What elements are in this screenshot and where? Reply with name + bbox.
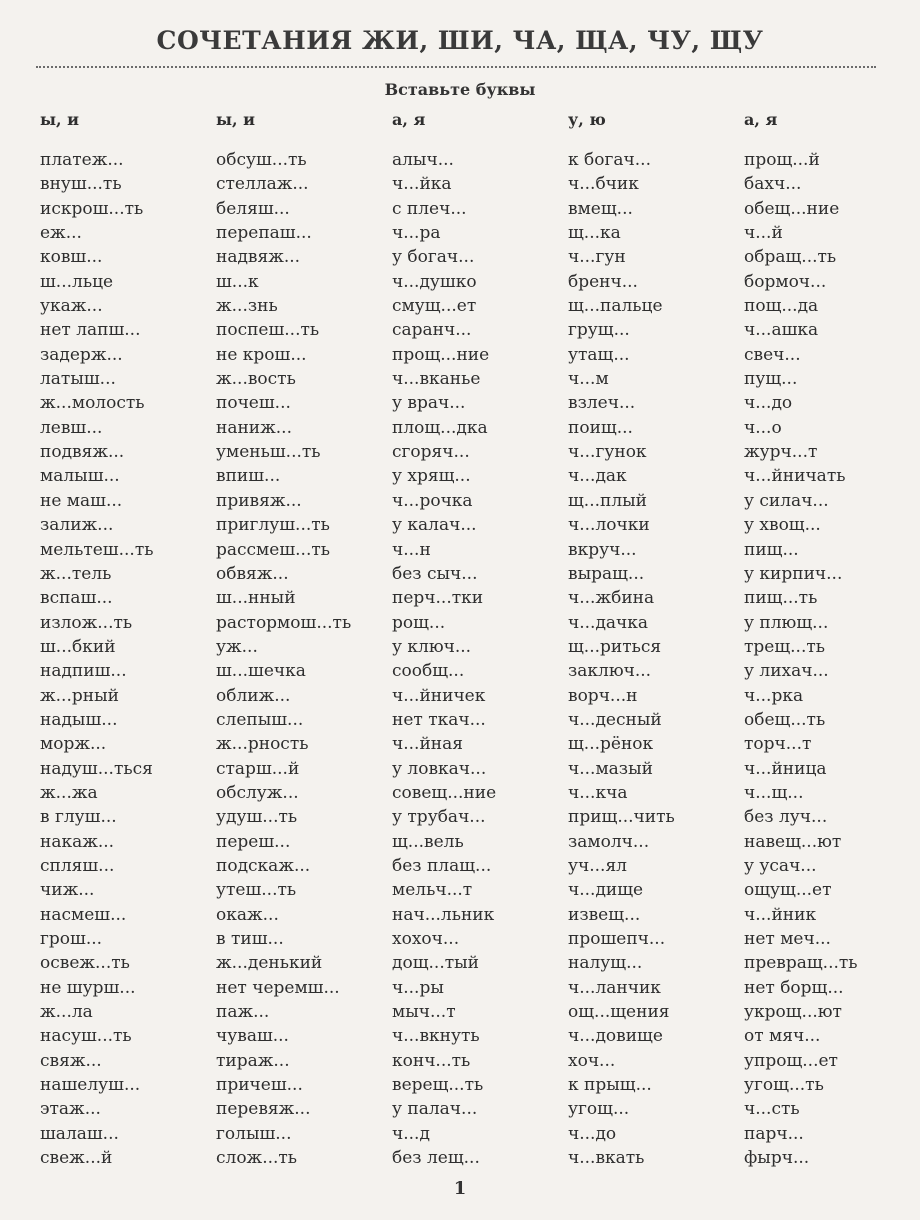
word-item: мельтеш...ть <box>40 539 154 560</box>
word-item: ш...льце <box>40 271 114 292</box>
word-item: стеллаж... <box>216 174 309 195</box>
word-item: прощ...й <box>744 150 820 170</box>
word-item: конч...ть <box>392 1050 471 1071</box>
word-item: перч...тки <box>392 588 484 609</box>
word-item: этаж... <box>40 1099 101 1120</box>
word-item: у ключ... <box>392 636 472 657</box>
word-column-1 <box>40 110 215 1170</box>
word-item: журч...т <box>744 442 818 463</box>
word-item: ч...ра <box>392 223 441 244</box>
word-item: слож...ть <box>216 1148 298 1169</box>
word-item: чуваш... <box>216 1026 289 1047</box>
word-item: наниж... <box>216 417 292 438</box>
word-item: почеш... <box>216 393 291 414</box>
word-item: к прыщ... <box>568 1075 652 1096</box>
word-item: навещ...ют <box>744 831 842 852</box>
word-item: задерж... <box>40 344 123 365</box>
word-item: у палач... <box>392 1099 478 1120</box>
word-item: площ...дка <box>392 417 488 438</box>
word-item: искрош...ть <box>40 198 144 219</box>
word-item: свеж...й <box>40 1148 113 1169</box>
word-item: пищ...ть <box>744 588 818 609</box>
page-number: 1 <box>453 1178 467 1199</box>
word-item: ч...лочки <box>568 515 650 536</box>
word-item: прищ...чить <box>568 807 675 828</box>
word-item: надвяж... <box>216 247 301 268</box>
word-item: шалаш... <box>40 1123 119 1144</box>
word-item: ворч...н <box>568 685 638 706</box>
word-item: бахч... <box>744 174 802 195</box>
word-item: обслуж... <box>216 782 299 803</box>
word-item: чиж... <box>40 880 95 901</box>
word-item: ч...йница <box>744 758 827 779</box>
word-item: нач...льник <box>392 904 495 925</box>
word-item: обращ...ть <box>744 247 837 268</box>
word-item: у трубач... <box>392 807 486 828</box>
word-item: окаж... <box>216 904 279 925</box>
word-item: пущ... <box>744 369 798 390</box>
word-item: ковш... <box>40 247 103 268</box>
word-item: бренч... <box>568 271 638 292</box>
word-item: нет черемш... <box>216 977 340 998</box>
word-item: щ...плый <box>568 490 648 511</box>
word-item: ч...н <box>392 539 431 560</box>
word-item: трещ...ть <box>744 636 826 657</box>
word-item: ж...вость <box>216 369 296 390</box>
word-item: взлеч... <box>568 393 636 414</box>
word-item: старш...й <box>216 758 300 779</box>
word-item: с плеч... <box>392 198 467 219</box>
word-item: у хвощ... <box>744 515 821 536</box>
word-item: ч...рка <box>744 685 804 706</box>
word-item: ч...ры <box>392 977 444 998</box>
word-item: уч...ял <box>568 855 627 876</box>
word-item: оближ... <box>216 685 291 706</box>
word-item: у ловкач... <box>392 758 487 779</box>
word-item: саранч... <box>392 320 472 341</box>
word-item: ч...йка <box>392 174 452 195</box>
word-item: накаж... <box>40 831 115 852</box>
word-item: мельч...т <box>392 880 473 901</box>
word-item: левш... <box>40 417 103 438</box>
column-header: у, ю <box>568 110 606 129</box>
word-item: щ...рёнок <box>568 734 654 755</box>
column-header: ы, и <box>216 110 256 129</box>
word-item: сообщ... <box>392 661 465 682</box>
word-item: ш...шечка <box>216 661 306 682</box>
word-item: ч...щ... <box>744 782 804 803</box>
word-item: в тиш... <box>216 929 284 949</box>
word-item: в глуш... <box>40 807 117 828</box>
word-item: фырч... <box>744 1148 810 1169</box>
word-item: щ...вель <box>392 831 464 852</box>
word-list <box>392 148 567 1170</box>
word-item: без плащ... <box>392 855 492 876</box>
word-item: ч...гун <box>568 247 626 268</box>
word-item: голыш... <box>216 1123 292 1144</box>
word-item: пищ... <box>744 539 799 560</box>
dotted-divider <box>36 66 876 68</box>
word-item: ж...молость <box>40 393 145 414</box>
word-item: ч...дачка <box>568 612 649 633</box>
word-item: ч...м <box>568 369 609 390</box>
word-list <box>216 148 391 1170</box>
word-item: рощ... <box>392 612 446 633</box>
word-item: излож...ть <box>40 612 133 633</box>
word-item: хохоч... <box>392 929 460 949</box>
word-item: сгоряч... <box>392 442 470 463</box>
word-item: ч...д <box>392 1123 430 1144</box>
word-item: приглуш...ть <box>216 515 330 536</box>
word-item: ш...к <box>216 271 259 292</box>
word-item: у хрящ... <box>392 466 471 487</box>
word-item: ж...рность <box>216 734 309 755</box>
word-item: ч...сть <box>744 1099 800 1120</box>
word-item: растормош...ть <box>216 612 352 633</box>
word-item: поищ... <box>568 417 633 438</box>
word-item: укаж... <box>40 296 103 317</box>
word-item: бормоч... <box>744 271 827 292</box>
word-item: ч...о <box>744 417 782 438</box>
word-item: удуш...ть <box>216 807 298 828</box>
word-item: ч...йничать <box>744 466 846 487</box>
word-item: обсуш...ть <box>216 150 307 170</box>
word-item: у кирпич... <box>744 563 843 584</box>
word-item: ч...рочка <box>392 490 473 511</box>
word-item: торч...т <box>744 734 812 755</box>
word-item: пощ...да <box>744 296 819 317</box>
word-item: смущ...ет <box>392 296 477 317</box>
word-item: обвяж... <box>216 563 289 584</box>
word-item: у плющ... <box>744 612 829 633</box>
word-item: ощущ...ет <box>744 880 832 901</box>
word-item: ж...жа <box>40 782 98 803</box>
word-item: тираж... <box>216 1050 290 1071</box>
word-item: залиж... <box>40 515 114 536</box>
word-item: ш...бкий <box>40 636 116 657</box>
word-item: беляш... <box>216 198 290 219</box>
word-item: насмеш... <box>40 904 127 925</box>
word-item: подвяж... <box>40 442 125 463</box>
word-column-2 <box>216 110 391 1170</box>
word-item: ч...кча <box>568 782 628 803</box>
word-list <box>568 148 743 1170</box>
page-title: СОЧЕТАНИЯ ЖИ, ШИ, ЧА, ЩА, ЧУ, ЩУ <box>156 26 764 55</box>
word-item: ч...йная <box>392 734 463 755</box>
word-item: грущ... <box>568 320 630 341</box>
word-item: насуш...ть <box>40 1026 132 1047</box>
word-item: спляш... <box>40 855 115 876</box>
word-item: вспаш... <box>40 588 113 609</box>
word-item: внуш...ть <box>40 174 122 195</box>
column-header: ы, и <box>40 110 80 129</box>
word-item: укрощ...ют <box>744 1002 842 1023</box>
word-item: уменьш...ть <box>216 442 321 463</box>
word-item: прощ...ние <box>392 344 490 365</box>
word-item: перепаш... <box>216 223 312 244</box>
word-column-4 <box>568 110 743 1170</box>
word-item: совещ...ние <box>392 782 497 803</box>
word-item: хоч... <box>568 1050 616 1071</box>
word-item: прошепч... <box>568 929 666 949</box>
word-item: платеж... <box>40 150 124 170</box>
word-item: подскаж... <box>216 855 311 876</box>
word-item: ч...дак <box>568 466 627 487</box>
word-item: верещ...ть <box>392 1075 484 1096</box>
word-item: слепыш... <box>216 709 304 730</box>
word-item: рассмеш...ть <box>216 539 331 560</box>
word-item: свяж... <box>40 1050 102 1071</box>
word-item: ч...вкнуть <box>392 1026 480 1047</box>
word-item: без луч... <box>744 807 828 828</box>
word-item: вкруч... <box>568 539 637 560</box>
word-item: заключ... <box>568 661 652 682</box>
word-item: ч...вкать <box>568 1148 645 1169</box>
word-item: ч...мазый <box>568 758 653 779</box>
word-item: обещ...ние <box>744 198 840 219</box>
word-item: привяж... <box>216 490 302 511</box>
word-item: у усач... <box>744 855 817 876</box>
word-item: грош... <box>40 929 103 949</box>
word-item: без сыч... <box>392 563 478 584</box>
word-item: вмещ... <box>568 198 633 219</box>
word-item: нет лапш... <box>40 320 141 341</box>
word-column-5 <box>744 110 919 1170</box>
word-item: нет борщ... <box>744 977 844 998</box>
word-item: от мяч... <box>744 1026 821 1047</box>
word-item: у силач... <box>744 490 829 511</box>
word-item: ч...йник <box>744 904 817 925</box>
word-item: угощ...ть <box>744 1075 824 1096</box>
word-item: ч...вканье <box>392 369 481 390</box>
word-item: замолч... <box>568 831 650 852</box>
word-item: угощ... <box>568 1099 630 1120</box>
instruction-subtitle: Вставьте буквы <box>384 80 536 99</box>
word-item: ч...й <box>744 223 783 244</box>
word-item: ощ...щения <box>568 1002 670 1023</box>
word-item: паж... <box>216 1002 270 1023</box>
word-item: ж...денький <box>216 953 323 974</box>
word-item: у врач... <box>392 393 466 414</box>
word-item: налущ... <box>568 953 643 974</box>
word-item: ч...ланчик <box>568 977 661 998</box>
word-item: надыш... <box>40 709 118 730</box>
column-header: а, я <box>744 110 778 129</box>
word-item: ч...жбина <box>568 588 655 609</box>
word-item: у лихач... <box>744 661 829 682</box>
word-item: у калач... <box>392 515 477 536</box>
word-item: ж...рный <box>40 685 119 706</box>
word-column-3 <box>392 110 567 1170</box>
word-item: алыч... <box>392 150 454 170</box>
word-item: ж...тель <box>40 563 112 584</box>
word-item: причеш... <box>216 1075 303 1096</box>
word-list <box>40 148 215 1170</box>
word-item: ч...йничек <box>392 685 486 706</box>
word-list <box>744 148 919 1170</box>
word-item: щ...пальце <box>568 296 663 317</box>
word-item: ч...довище <box>568 1026 663 1047</box>
word-item: ч...бчик <box>568 174 639 195</box>
word-item: извещ... <box>568 904 641 925</box>
word-item: перевяж... <box>216 1099 311 1120</box>
word-item: без лещ... <box>392 1148 480 1169</box>
word-item: мыч...т <box>392 1002 456 1023</box>
word-item: поспеш...ть <box>216 320 320 341</box>
word-item: ж...ла <box>40 1002 93 1023</box>
word-item: превращ...ть <box>744 953 858 974</box>
word-item: еж... <box>40 223 82 244</box>
word-item: ч...душко <box>392 271 477 292</box>
word-item: утеш...ть <box>216 880 297 901</box>
word-item: упрощ...ет <box>744 1050 838 1071</box>
word-item: не крош... <box>216 344 307 365</box>
word-item: свеч... <box>744 344 801 365</box>
word-item: впиш... <box>216 466 281 487</box>
word-item: парч... <box>744 1123 804 1144</box>
word-item: обещ...ть <box>744 709 826 730</box>
word-item: щ...риться <box>568 636 662 657</box>
word-item: латыш... <box>40 369 116 390</box>
word-item: не шурш... <box>40 977 136 998</box>
word-item: ч...гунок <box>568 442 647 463</box>
word-item: морж... <box>40 734 107 755</box>
word-item: уж... <box>216 636 258 657</box>
word-item: ч...до <box>568 1123 617 1144</box>
word-item: утащ... <box>568 344 630 365</box>
word-item: надуш...ться <box>40 758 153 779</box>
word-item: нет меч... <box>744 929 831 949</box>
word-item: ч...десный <box>568 709 662 730</box>
column-header: а, я <box>392 110 426 129</box>
word-item: освеж...ть <box>40 953 130 974</box>
word-item: у богач... <box>392 247 475 268</box>
word-item: переш... <box>216 831 291 852</box>
word-item: не маш... <box>40 490 123 511</box>
word-item: нет ткач... <box>392 709 486 730</box>
word-item: ш...нный <box>216 588 296 609</box>
word-item: надпиш... <box>40 661 127 682</box>
word-item: к богач... <box>568 150 651 170</box>
word-item: ч...ашка <box>744 320 819 341</box>
word-item: дощ...тый <box>392 953 479 974</box>
word-item: выращ... <box>568 563 645 584</box>
word-item: ж...знь <box>216 296 278 317</box>
word-item: ч...дище <box>568 880 644 901</box>
word-item: малыш... <box>40 466 120 487</box>
word-item: нашелуш... <box>40 1075 141 1096</box>
word-item: ч...до <box>744 393 793 414</box>
word-item: щ...ка <box>568 223 621 244</box>
